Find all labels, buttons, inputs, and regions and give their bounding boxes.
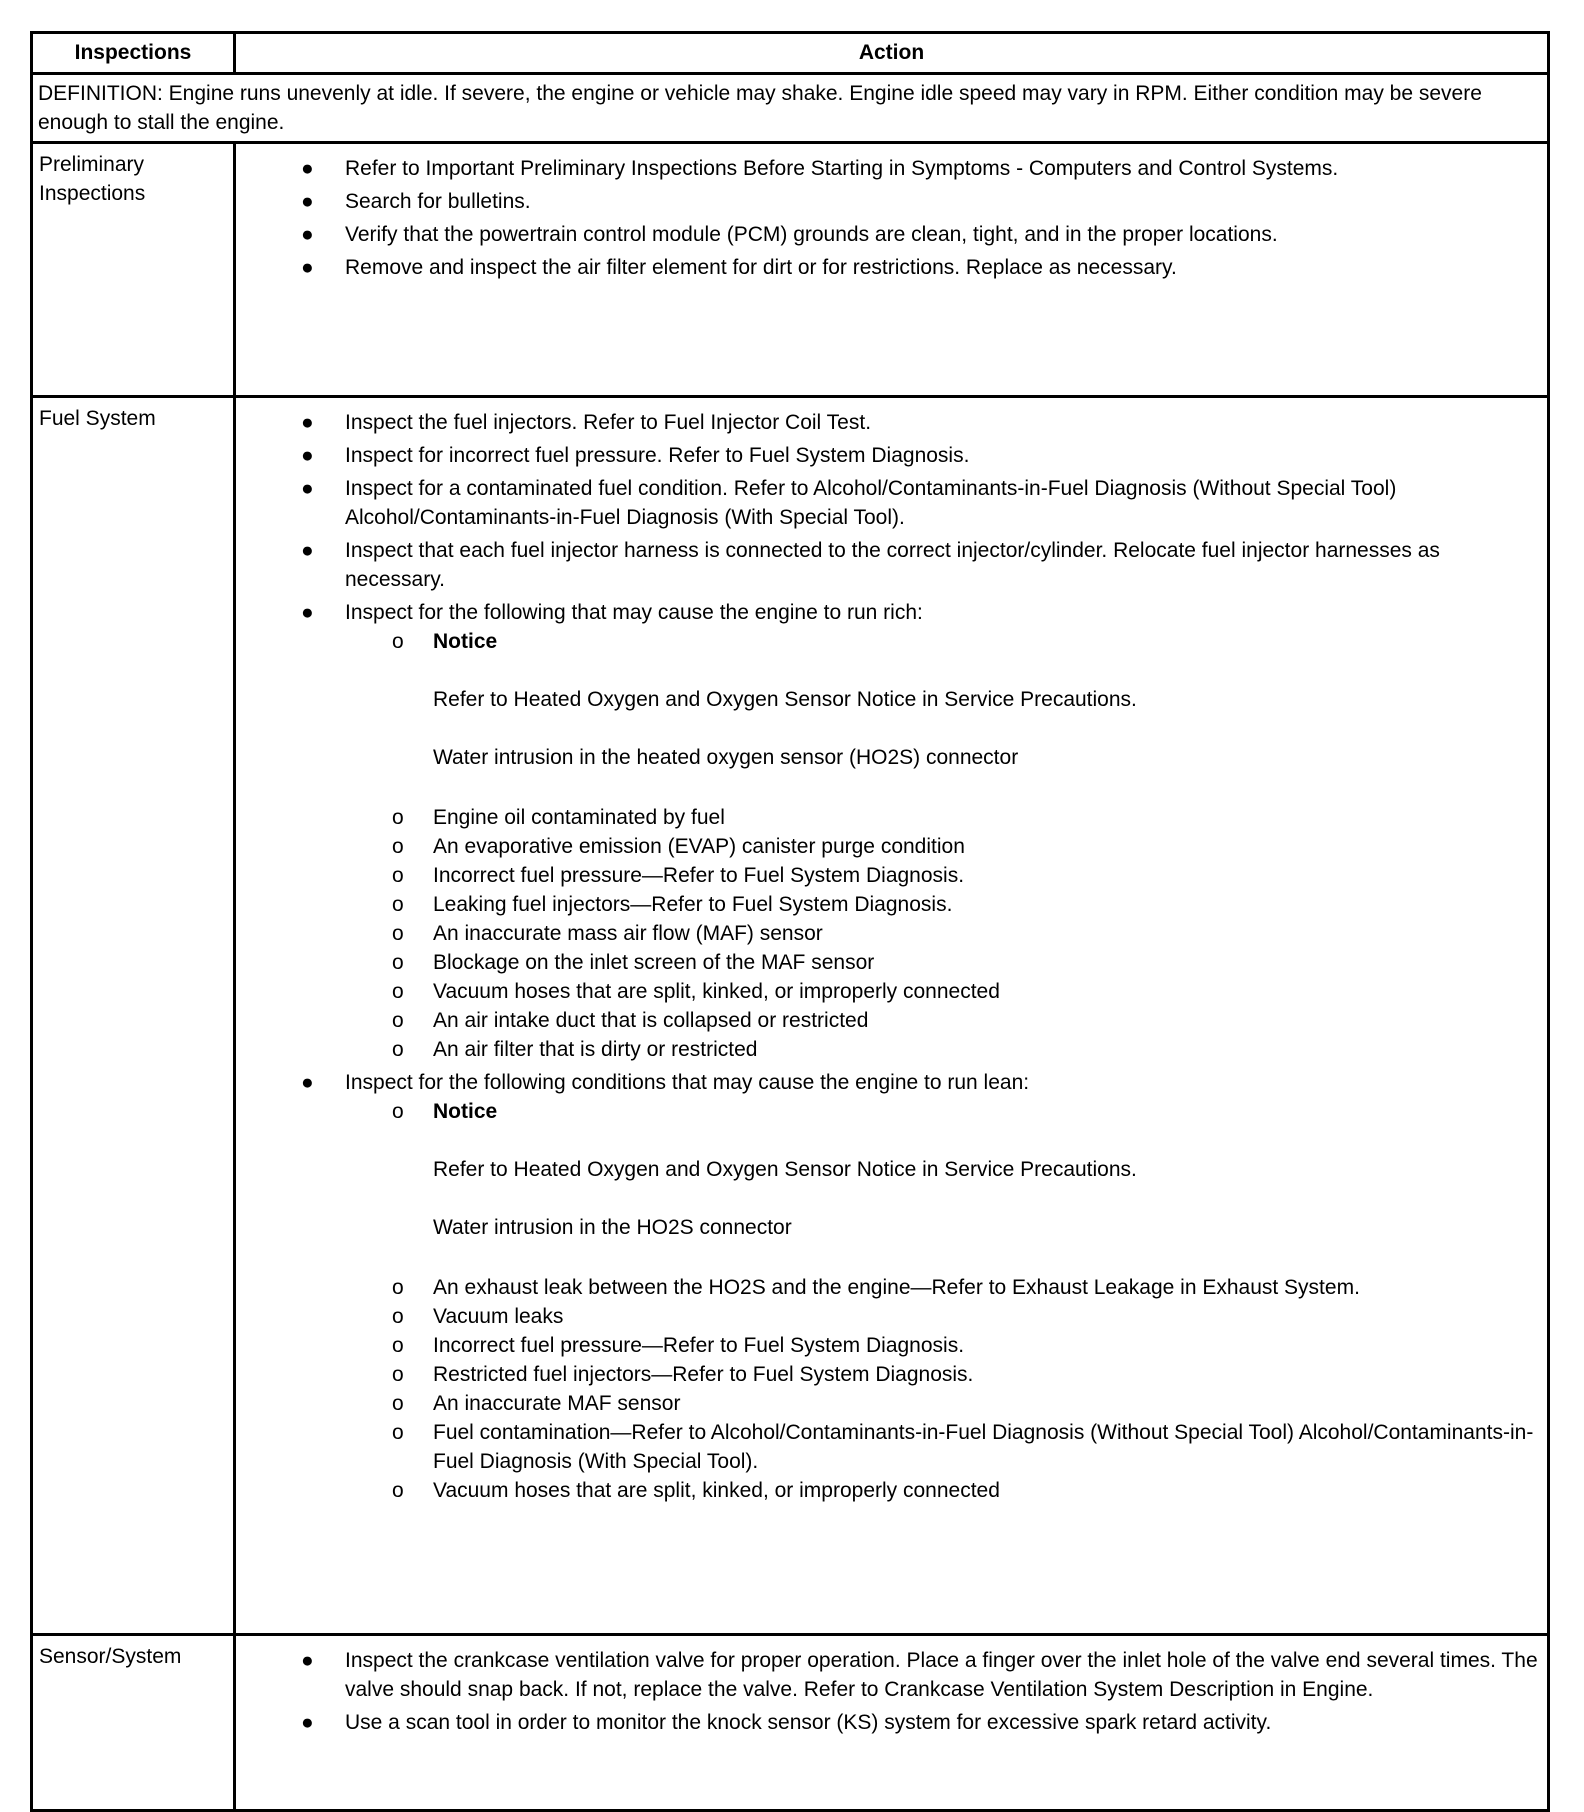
spacer bbox=[433, 656, 1539, 685]
sub-item-text: Notice bbox=[433, 1100, 498, 1123]
list-item bbox=[236, 441, 1539, 470]
sub-list-item bbox=[345, 948, 1539, 977]
sub-list-item bbox=[345, 1331, 1539, 1360]
circle-bullet-icon: o bbox=[392, 1305, 404, 1328]
circle-bullet-icon: o bbox=[392, 806, 404, 829]
item-text: Inspect the fuel injectors. Refer to Fuel Injector Coil Test. bbox=[345, 411, 872, 434]
bullet-icon: ● bbox=[301, 190, 314, 213]
sub-list-item bbox=[345, 832, 1539, 861]
list-item bbox=[236, 536, 1539, 594]
header-action: Action bbox=[235, 33, 1549, 74]
sub-list-item bbox=[345, 1273, 1539, 1302]
sub-list-item bbox=[345, 977, 1539, 1006]
item-text: Verify that the powertrain control module (PCM) grounds are clean, tight, and in the proper locations. bbox=[345, 223, 1278, 246]
sub-item-text: Restricted fuel injectors—Refer to Fuel System Diagnosis. bbox=[433, 1363, 974, 1386]
label-sensor-system: Sensor/System bbox=[32, 1635, 235, 1811]
row-fuel-system bbox=[32, 397, 1549, 1635]
item-text: Inspect for a contaminated fuel condition. Refer to Alcohol/Contaminants-in-Fuel Diagnosis (Without Special Tool) Alcohol/Contaminants-in-Fuel Diagnosis (With Special Tool). bbox=[345, 477, 1397, 529]
notice-body bbox=[345, 1126, 1539, 1273]
sub-item-text: An air intake duct that is collapsed or restricted bbox=[433, 1009, 869, 1032]
bullet-icon: ● bbox=[301, 601, 314, 624]
notice-item: Water intrusion in the HO2S connector bbox=[433, 1216, 792, 1239]
circle-bullet-icon: o bbox=[392, 630, 404, 653]
item-text: Remove and inspect the air filter element for dirt or for restrictions. Replace as necessary. bbox=[345, 256, 1177, 279]
item-text: Search for bulletins. bbox=[345, 190, 531, 213]
list-item bbox=[236, 253, 1539, 282]
circle-bullet-icon: o bbox=[392, 1009, 404, 1032]
sub-item-text: An exhaust leak between the HO2S and the engine—Refer to Exhaust Leakage in Exhaust System. bbox=[433, 1276, 1360, 1299]
sub-list-item bbox=[345, 1476, 1539, 1505]
sub-item-text: Engine oil contaminated by fuel bbox=[433, 806, 725, 829]
item-text: Inspect for the following that may cause the engine to run rich: bbox=[345, 601, 923, 624]
item-text: Inspect for incorrect fuel pressure. Refer to Fuel System Diagnosis. bbox=[345, 444, 970, 467]
row-preliminary bbox=[32, 143, 1549, 397]
sub-item-text: Vacuum hoses that are split, kinked, or improperly connected bbox=[433, 1479, 1000, 1502]
sub-list-item bbox=[345, 1418, 1539, 1476]
bullet-icon: ● bbox=[301, 444, 314, 467]
diagnostic-table bbox=[30, 31, 1550, 1812]
bullet-icon: ● bbox=[301, 223, 314, 246]
sub-list bbox=[345, 627, 1539, 1064]
bullet-icon: ● bbox=[301, 411, 314, 434]
bullet-icon: ● bbox=[301, 157, 314, 180]
item-text: Inspect for the following conditions that may cause the engine to run lean: bbox=[345, 1071, 1030, 1094]
list-item bbox=[236, 408, 1539, 437]
notice-body bbox=[345, 656, 1539, 803]
sub-list-item bbox=[345, 1302, 1539, 1331]
label-preliminary: Preliminary Inspections bbox=[32, 143, 235, 397]
bullet-icon: ● bbox=[301, 256, 314, 279]
circle-bullet-icon: o bbox=[392, 864, 404, 887]
sub-item-text: Incorrect fuel pressure—Refer to Fuel System Diagnosis. bbox=[433, 864, 965, 887]
sub-item-text: An evaporative emission (EVAP) canister purge condition bbox=[433, 835, 965, 858]
list-item bbox=[236, 1068, 1539, 1505]
sub-list-item bbox=[345, 1360, 1539, 1389]
sub-item-text: An air filter that is dirty or restricted bbox=[433, 1038, 758, 1061]
sub-list-item bbox=[345, 1389, 1539, 1418]
circle-bullet-icon: o bbox=[392, 835, 404, 858]
definition-row bbox=[32, 74, 1549, 143]
circle-bullet-icon: o bbox=[392, 1038, 404, 1061]
sub-item-text: Vacuum hoses that are split, kinked, or improperly connected bbox=[433, 980, 1000, 1003]
sub-item-text: Fuel contamination—Refer to Alcohol/Contaminants-in-Fuel Diagnosis (Without Special Tool) Alcohol/Contaminants-in-Fuel Diagnosis (With Special Tool). bbox=[433, 1421, 1534, 1473]
sub-list-item bbox=[345, 1097, 1539, 1126]
circle-bullet-icon: o bbox=[392, 893, 404, 916]
row-sensor-system bbox=[32, 1635, 1549, 1811]
sub-list-item bbox=[345, 627, 1539, 656]
item-text: Inspect the crankcase ventilation valve for proper operation. Place a finger over the inlet hole of the valve end several times. The valve should snap back. If not, replace the valve. Refer to Crankcase Ventilation System Description in Engine. bbox=[345, 1649, 1538, 1701]
bullet-icon: ● bbox=[301, 1711, 314, 1734]
item-text: Refer to Important Preliminary Inspections Before Starting in Symptoms - Computers and Control Systems. bbox=[345, 157, 1339, 180]
circle-bullet-icon: o bbox=[392, 980, 404, 1003]
circle-bullet-icon: o bbox=[392, 1392, 404, 1415]
bullet-icon: ● bbox=[301, 477, 314, 500]
sub-item-text: An inaccurate MAF sensor bbox=[433, 1392, 681, 1415]
spacer bbox=[433, 1184, 1539, 1213]
circle-bullet-icon: o bbox=[392, 1100, 404, 1123]
list-item bbox=[236, 1708, 1539, 1737]
list-item bbox=[236, 1646, 1539, 1704]
bullet-icon: ● bbox=[301, 1071, 314, 1094]
sub-list-item bbox=[345, 890, 1539, 919]
label-fuel-system: Fuel System bbox=[32, 397, 235, 1635]
notice-text: Refer to Heated Oxygen and Oxygen Sensor Notice in Service Precautions. bbox=[433, 1158, 1137, 1181]
item-text: Inspect that each fuel injector harness is connected to the correct injector/cylinder. Relocate fuel injector harnesses as necessary. bbox=[345, 539, 1440, 591]
sub-item-text: Notice bbox=[433, 630, 498, 653]
header-inspections: Inspections bbox=[32, 33, 235, 74]
circle-bullet-icon: o bbox=[392, 1363, 404, 1386]
sub-item-text: Vacuum leaks bbox=[433, 1305, 564, 1328]
list-item bbox=[236, 154, 1539, 183]
sub-list-item bbox=[345, 861, 1539, 890]
notice-item: Water intrusion in the heated oxygen sensor (HO2S) connector bbox=[433, 746, 1019, 769]
preliminary-list bbox=[236, 144, 1547, 282]
list-item bbox=[236, 187, 1539, 216]
spacer bbox=[433, 1242, 1539, 1273]
notice-text: Refer to Heated Oxygen and Oxygen Sensor Notice in Service Precautions. bbox=[433, 688, 1137, 711]
sub-item-text: An inaccurate mass air flow (MAF) sensor bbox=[433, 922, 823, 945]
header-row bbox=[32, 33, 1549, 74]
circle-bullet-icon: o bbox=[392, 922, 404, 945]
sub-item-text: Leaking fuel injectors—Refer to Fuel System Diagnosis. bbox=[433, 893, 953, 916]
spacer bbox=[433, 714, 1539, 743]
sub-list bbox=[345, 1097, 1539, 1505]
fuel-system-list bbox=[236, 398, 1547, 1505]
sub-list-item bbox=[345, 1035, 1539, 1064]
bullet-icon: ● bbox=[301, 1649, 314, 1672]
bullet-icon: ● bbox=[301, 539, 314, 562]
sub-item-text: Blockage on the inlet screen of the MAF sensor bbox=[433, 951, 875, 974]
definition-text: DEFINITION: Engine runs unevenly at idle. If severe, the engine or vehicle may shake. Engine idle speed may vary in RPM. Either condition may be severe enough to stall the engine. bbox=[32, 74, 1549, 143]
sensor-system-list bbox=[236, 1636, 1547, 1737]
circle-bullet-icon: o bbox=[392, 951, 404, 974]
sub-list-item bbox=[345, 803, 1539, 832]
list-item bbox=[236, 474, 1539, 532]
sub-list-item bbox=[345, 919, 1539, 948]
spacer bbox=[433, 1126, 1539, 1155]
item-text: Use a scan tool in order to monitor the knock sensor (KS) system for excessive spark retard activity. bbox=[345, 1711, 1272, 1734]
circle-bullet-icon: o bbox=[392, 1276, 404, 1299]
circle-bullet-icon: o bbox=[392, 1334, 404, 1357]
circle-bullet-icon: o bbox=[392, 1421, 404, 1444]
circle-bullet-icon: o bbox=[392, 1479, 404, 1502]
list-item bbox=[236, 598, 1539, 1064]
sub-list-item bbox=[345, 1006, 1539, 1035]
spacer bbox=[433, 772, 1539, 803]
list-item bbox=[236, 220, 1539, 249]
sub-item-text: Incorrect fuel pressure—Refer to Fuel System Diagnosis. bbox=[433, 1334, 965, 1357]
